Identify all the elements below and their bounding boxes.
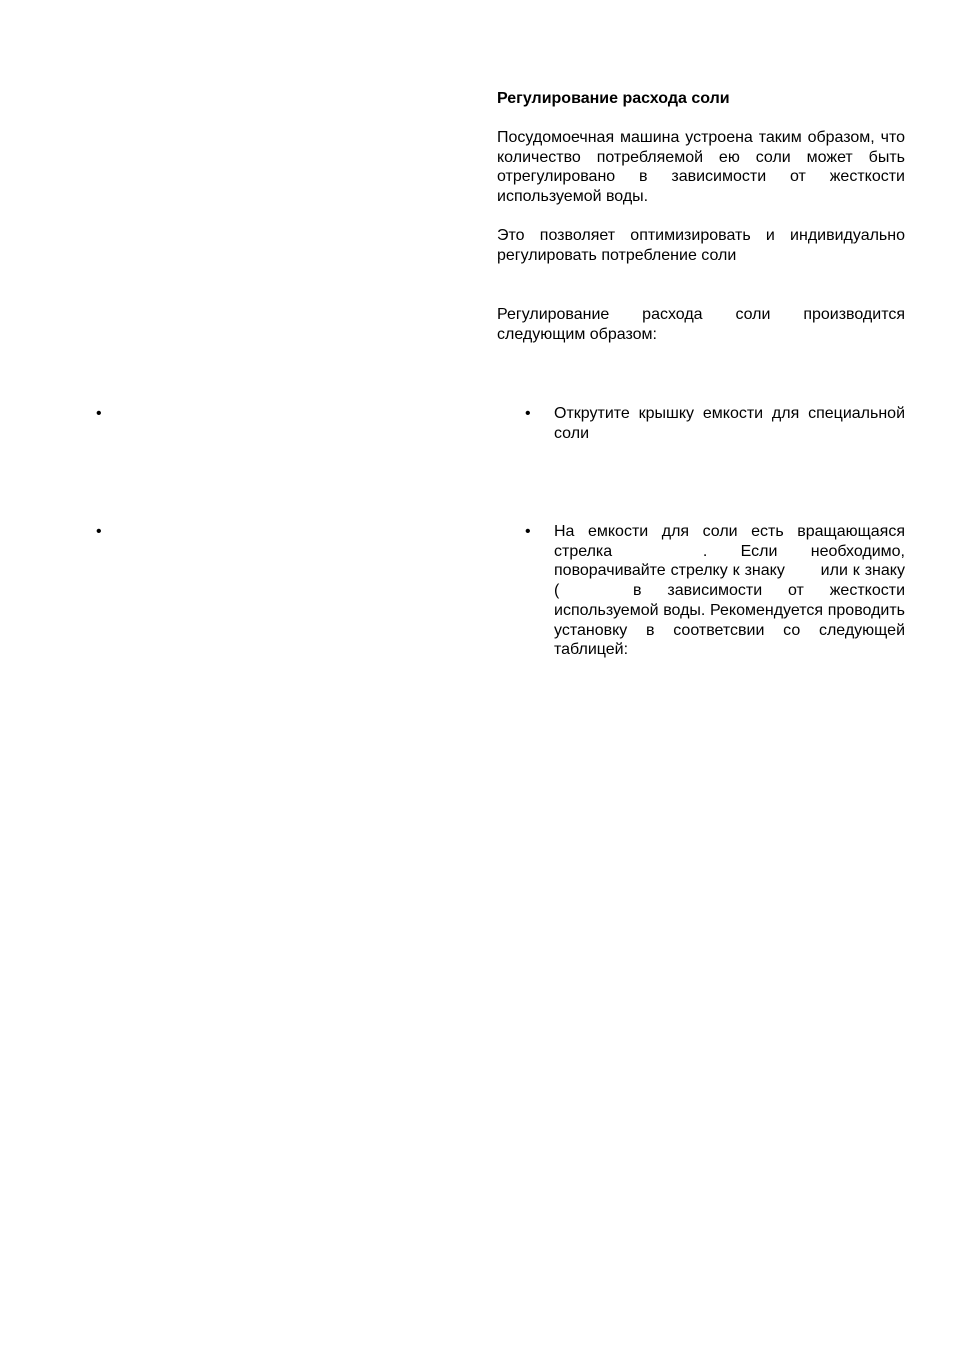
bullet-2-text-part1: На емкости для соли есть вращающаяся стрелка	[554, 523, 905, 560]
left-bullet-1: •	[96, 405, 102, 422]
right-bullet-1: •	[525, 405, 531, 422]
bullet-item-unscrew-cap: Открутите крышку емкости для специальной соли	[554, 405, 905, 442]
bullet-2-text-part4: в зависимости от жесткости используемой воды. Рекомендуется проводить установку в соответсвии со следующей таблицей:	[554, 582, 906, 659]
bullet-2-text-part3: или к знаку (	[554, 562, 905, 600]
bullet-item-rotating-arrow	[554, 522, 905, 660]
paragraph-procedure: Регулирование расхода соли производится следующим образом:	[497, 306, 905, 343]
paragraph-intro: Посудомоечная машина устроена таким образом, что количество потребляемой ею соли может быть отрегулировано в зависимости от жесткости используемой воды.	[497, 129, 905, 206]
section-heading: Регулирование расхода соли	[497, 90, 730, 107]
bullet-2-text-part2: . Если необходимо, поворачивайте стрелку к знаку	[554, 542, 905, 580]
right-bullet-2: •	[525, 523, 531, 540]
left-bullet-2: •	[96, 523, 102, 540]
paragraph-optimize: Это позволяет оптимизировать и индивидуально регулировать потребление соли	[497, 227, 905, 264]
